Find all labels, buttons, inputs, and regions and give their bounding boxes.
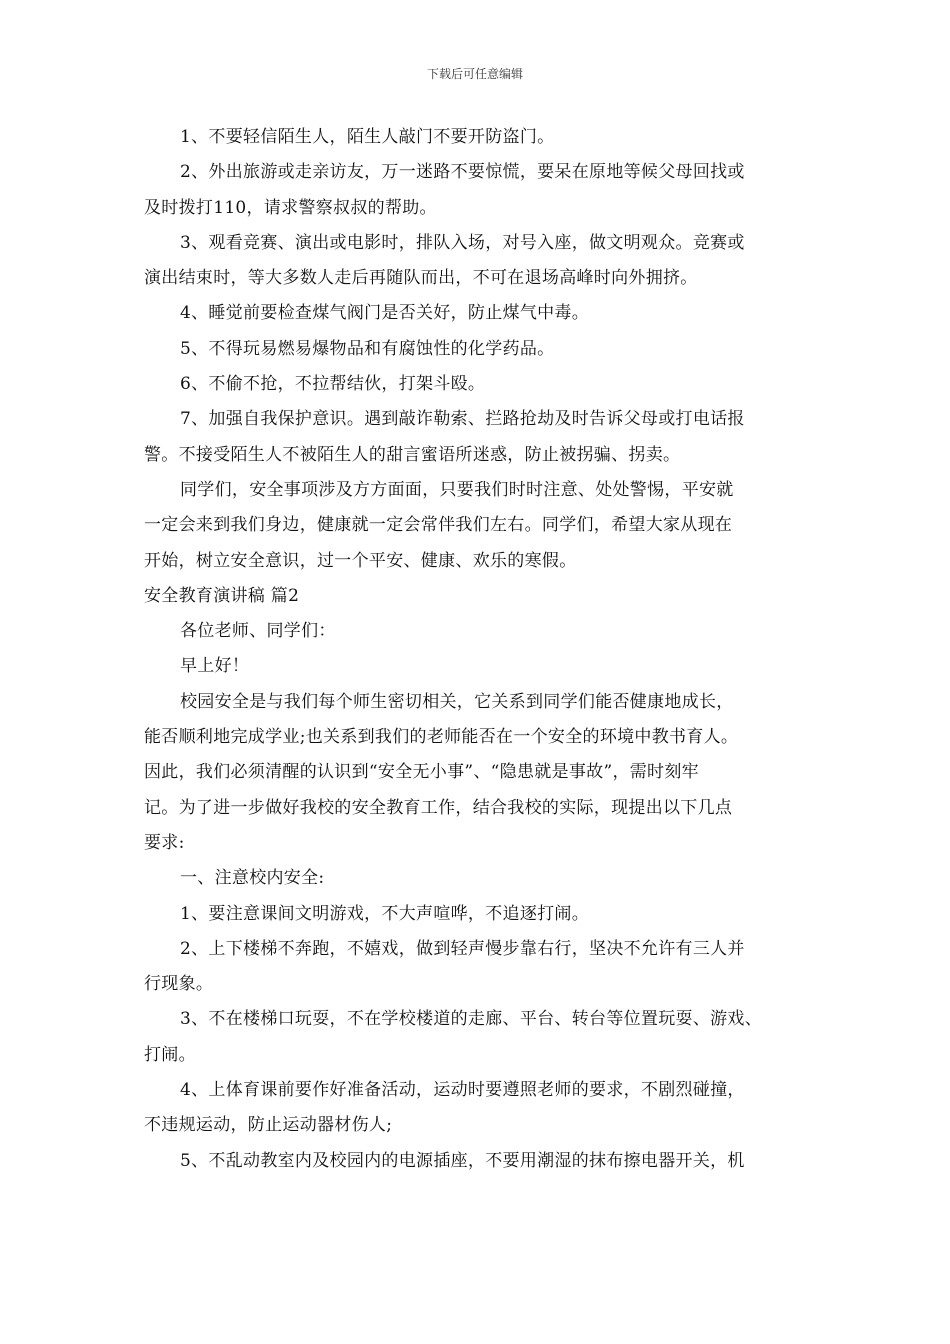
text-line: 2、上下楼梯不奔跑，不嬉戏，做到轻声慢步靠右行，坚决不允许有三人并: [180, 938, 745, 959]
text-line: 一定会来到我们身边，健康就一定会常伴我们左右。同学们，希望大家从现在: [144, 515, 733, 536]
page-header-note: 下载后可任意编辑: [426, 67, 523, 81]
text-line: 早上好！: [180, 656, 250, 677]
text-line: 要求:: [144, 832, 185, 853]
text-line: 因此，我们必须清醒的认识到“安全无小事”、“隐患就是事故”，需时刻牢: [144, 762, 699, 783]
text-line: 不违规运动，防止运动器材伤人;: [144, 1115, 393, 1136]
text-line: 4、上体育课前要作好准备活动，运动时要遵照老师的要求，不剧烈碰撞，: [180, 1080, 745, 1101]
text-line: 能否顺利地完成学业;也关系到我们的老师能否在一个安全的环境中教书育人。: [144, 727, 739, 748]
text-line: 3、观看竞赛、演出或电影时，排队入场，对号入座，做文明观众。竞赛或: [180, 232, 745, 253]
text-line: 4、睡觉前要检查煤气阀门是否关好，防止煤气中毒。: [180, 303, 590, 324]
text-line: 6、不偷不抢，不拉帮结伙，打架斗殴。: [180, 374, 486, 395]
text-line: 1、不要轻信陌生人，陌生人敲门不要开防盗门。: [180, 127, 555, 147]
text-line: 打闹。: [144, 1044, 196, 1065]
text-line: 同学们，安全事项涉及方方面面，只要我们时时注意、处处警惕，平安就: [180, 479, 734, 500]
text-line: 安全教育演讲稿 篇2: [144, 585, 300, 606]
text-line: 及时拨打110，请求警察叔叔的帮助。: [144, 197, 437, 218]
text-line: 记。为了进一步做好我校的安全教育工作，结合我校的实际，现提出以下几点: [144, 797, 733, 818]
text-line: 警。不接受陌生人不被陌生人的甜言蜜语所迷惑，防止被拐骗、拐卖。: [144, 444, 681, 465]
text-line: 3、不在楼梯口玩耍，不在学校楼道的走廊、平台、转台等位置玩耍、游戏、: [180, 1009, 763, 1030]
document-body: [144, 120, 814, 1179]
text-line: 7、加强自我保护意识。遇到敲诈勒索、拦路抢劫及时告诉父母或打电话报: [180, 409, 745, 430]
text-line: 5、不乱动教室内及校园内的电源插座，不要用潮湿的抹布擦电器开关，机: [180, 1150, 745, 1171]
text-line: 演出结束时，等大多数人走后再随队而出，不可在退场高峰时向外拥挤。: [144, 268, 698, 289]
text-line: 行现象。: [144, 974, 214, 995]
text-line: 5、不得玩易燃易爆物品和有腐蚀性的化学药品。: [180, 338, 555, 359]
text-line: 校园安全是与我们每个师生密切相关，它关系到同学们能否健康地成长，: [180, 691, 734, 712]
text-line: 开始，树立安全意识，过一个平安、健康、欢乐的寒假。: [144, 550, 577, 571]
text-line: 各位老师、同学们：: [180, 621, 336, 642]
text-line: 1、要注意课间文明游戏，不大声喧哗，不追逐打闹。: [180, 903, 590, 924]
text-line: 2、外出旅游或走亲访友，万一迷路不要惊慌，要呆在原地等候父母回找或: [180, 162, 745, 183]
text-line: 一、注意校内安全:: [180, 868, 325, 889]
